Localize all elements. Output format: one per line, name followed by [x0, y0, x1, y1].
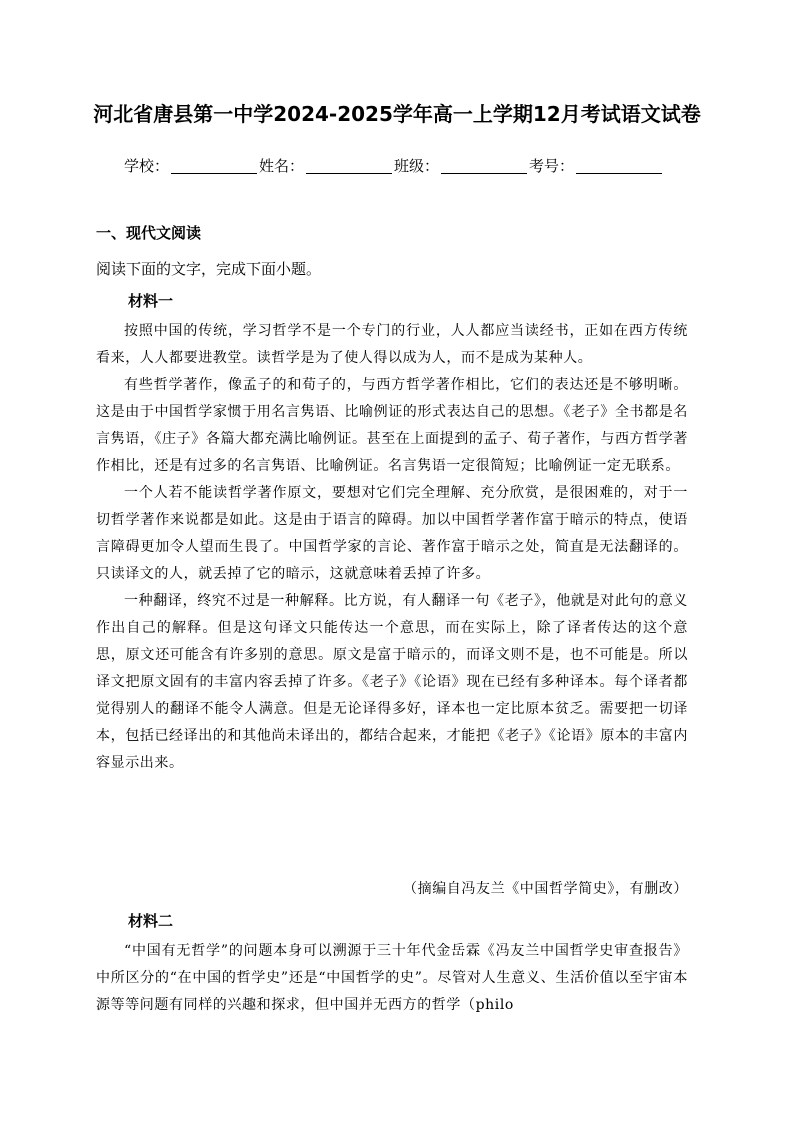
material1-paragraph: 一种翻译，终究不过是一种解释。比方说，有人翻译一句《老子》，他就是对此句的意义作出自己的解释。但是这句译文只能传达一个意思，而在实际上，除了译者传达的这个意思，原文还可能含有许多别的意思。原文是富于暗示的，而译文则不是，也不可能是。所以译文把原文固有的丰富内容丢掉了许多。《老子》《论语》现在已经有多种译本。每个译者都觉得别人的翻译不能令人满意。但是无论译得多好，译本也一定比原本贫乏。需要把一切译本，包括已经译出的和其他尚未译出的，都结合起来，才能把《老子》《论语》原本的丰富内容显示出来。 — [96, 593, 688, 771]
material1-paragraph: 按照中国的传统，学习哲学不是一个专门的行业，人人都应当读经书，正如在西方传统看来，人人都要进教堂。读哲学是为了使人得以成为人，而不是成为某种人。 — [96, 323, 688, 366]
student-info-row — [124, 150, 684, 176]
section-instruction: 阅读下面的文字，完成下面小题。 — [96, 260, 322, 278]
exam-title: 河北省唐县第一中学2024-2025学年高一上学期12月考试语文试卷 — [93, 102, 701, 126]
number-label: 考号： — [529, 157, 575, 175]
name-blank — [306, 155, 392, 174]
school-blank — [171, 155, 257, 174]
material2-paragraph: “中国有无哲学”的问题本身可以溯源于三十年代金岳霖《冯友兰中国哲学史审查报告》中所区分的“在中国的哲学史”还是“中国哲学的史”。尽管对人生意义、生活价值以至宇宙本源等等问题有同样的兴趣和探求，但中国并无西方的哲学（philo — [96, 943, 688, 1013]
class-label: 班级： — [394, 157, 440, 175]
material2-heading: 材料二 — [128, 912, 174, 930]
material1-paragraph: 一个人若不能读哲学著作原文，要想对它们完全理解、充分欣赏，是很困难的，对于一切哲学著作来说都是如此。这是由于语言的障碍。加以中国哲学著作富于暗示的特点，使语言障碍更加令人望而生畏了。中国哲学家的言论、著作富于暗示之处，简直是无法翻译的。只读译文的人，就丢掉了它的暗示，这就意味着丢掉了许多。 — [96, 485, 688, 582]
name-label: 姓名： — [259, 157, 305, 175]
material1-paragraph: 有些哲学著作，像孟子的和荀子的，与西方哲学著作相比，它们的表达还是不够明晰。这是由于中国哲学家惯于用名言隽语、比喻例证的形式表达自己的思想。《老子》全书都是名言隽语，《庄子》各篇大都充满比喻例证。甚至在上面提到的孟子、荀子著作，与西方哲学著作相比，还是有过多的名言隽语、比喻例证。名言隽语一定很简短；比喻例证一定无联系。 — [96, 377, 688, 474]
material1-source: （摘编自冯友兰《中国哲学简史》，有删改） — [403, 881, 688, 897]
material1-heading: 材料一 — [128, 292, 174, 310]
class-blank — [441, 155, 527, 174]
material1-body — [96, 318, 688, 777]
number-blank — [576, 155, 662, 174]
material2-body — [96, 938, 688, 1019]
section-heading: 一、现代文阅读 — [96, 224, 202, 242]
school-label: 学校： — [124, 157, 170, 175]
